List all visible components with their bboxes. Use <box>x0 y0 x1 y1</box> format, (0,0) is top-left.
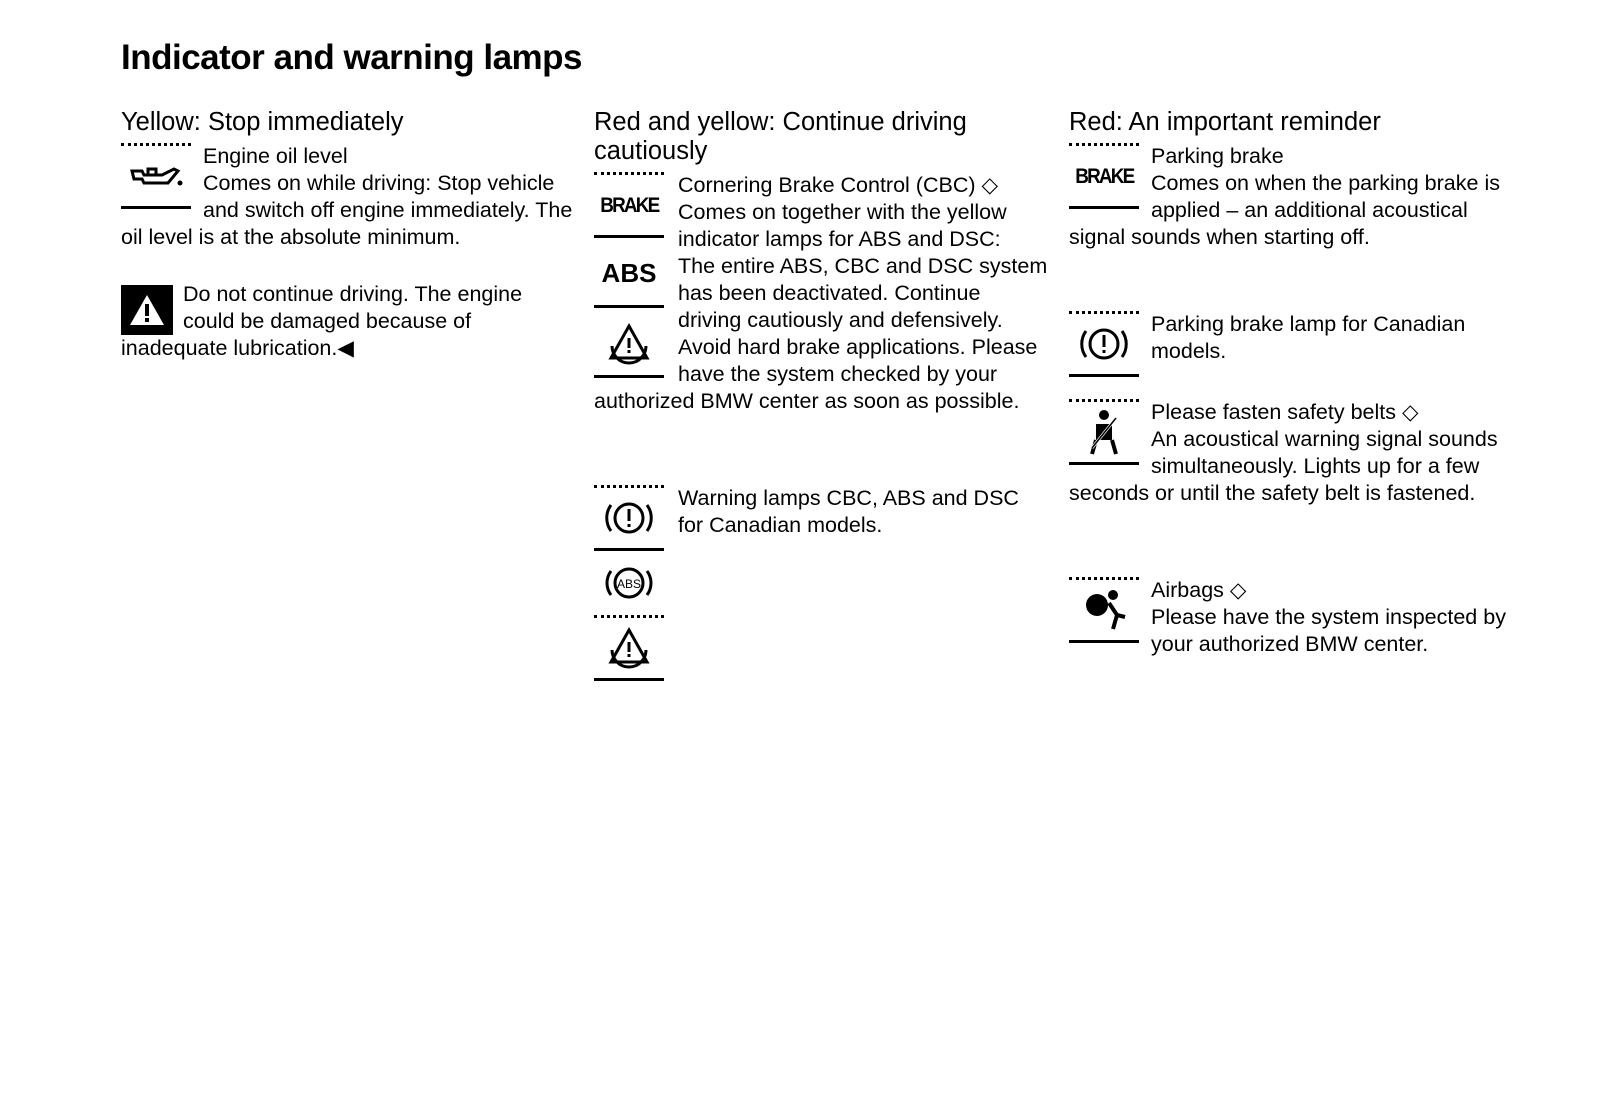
abs-circle-label: ABS <box>616 577 642 591</box>
dsc-triangle-icon <box>594 615 664 681</box>
column-heading: Yellow: Stop immediately <box>121 108 404 136</box>
lamp-description: Please fasten safety belts ◇ An acoustical warning signal sounds simultaneously. Lights up for a few seconds or until the safety belt is fastened. <box>1069 400 1498 505</box>
brake-label: BRAKE <box>1074 164 1134 188</box>
lamp-description: Parking brake Comes on when the parking brake is applied – an additional acoustical signal sounds when starting off. <box>1069 144 1500 249</box>
lamp-description: Airbags ◇ Please have the system inspected by your authorized BMW center. <box>1151 578 1506 656</box>
column-heading: Red: An important reminder <box>1069 108 1381 136</box>
caution-text: Do not continue driving. The engine could be damaged because of inadequate lubrication.◀ <box>121 282 523 360</box>
lamp-item-airbags <box>1069 577 1524 658</box>
column-heading: Red and yellow: Continue driving cautiously <box>594 108 967 165</box>
lamp-item-cbc <box>594 172 1049 415</box>
lamp-item-oil-level <box>121 143 576 251</box>
abs-icon <box>594 242 664 308</box>
oil-can-icon <box>121 143 191 209</box>
brake-label: BRAKE <box>599 193 659 217</box>
dsc-triangle-icon <box>594 312 664 378</box>
lamp-item-parking-brake <box>1069 143 1524 251</box>
lamp-description: Warning lamps CBC, ABS and DSC for Canadian models. <box>678 486 1019 537</box>
brake-icon <box>594 172 664 238</box>
lamp-item-canadian-warning <box>594 485 1049 687</box>
lamp-description: Cornering Brake Control (CBC) ◇ Comes on together with the yellow indicator lamps for ABS and DSC: The entire ABS, CBC and DSC system has been deactivated. Continue driving cautiously and defensively. Avoid hard brake applications. Please have the system checked by your authorized BMW center as soon as possible. <box>594 173 1048 413</box>
seat-belt-icon <box>1069 399 1139 465</box>
lamp-description: Parking brake lamp for Canadian models. <box>1151 312 1466 363</box>
column-red <box>1069 108 1524 658</box>
icon-stack <box>594 485 666 685</box>
column-red-and-yellow <box>594 108 1049 687</box>
lamp-item-caution <box>121 281 576 362</box>
lamp-description: Engine oil level Comes on while driving: Stop vehicle and switch off engine immediately. The oil level is at the absolute minimum. <box>121 144 573 249</box>
page-title: Indicator and warning lamps <box>121 38 583 77</box>
abs-circle-icon <box>594 555 664 611</box>
abs-label: ABS <box>601 258 657 288</box>
brake-exclamation-icon <box>594 485 664 551</box>
brake-exclamation-icon <box>1069 311 1139 377</box>
icon-stack <box>594 172 666 382</box>
lamp-item-safety-belts <box>1069 399 1524 507</box>
airbag-icon <box>1069 577 1139 643</box>
warning-triangle-icon <box>121 285 173 335</box>
brake-icon <box>1069 143 1139 209</box>
column-yellow <box>121 108 576 362</box>
lamp-item-parking-brake-canada <box>1069 311 1524 379</box>
